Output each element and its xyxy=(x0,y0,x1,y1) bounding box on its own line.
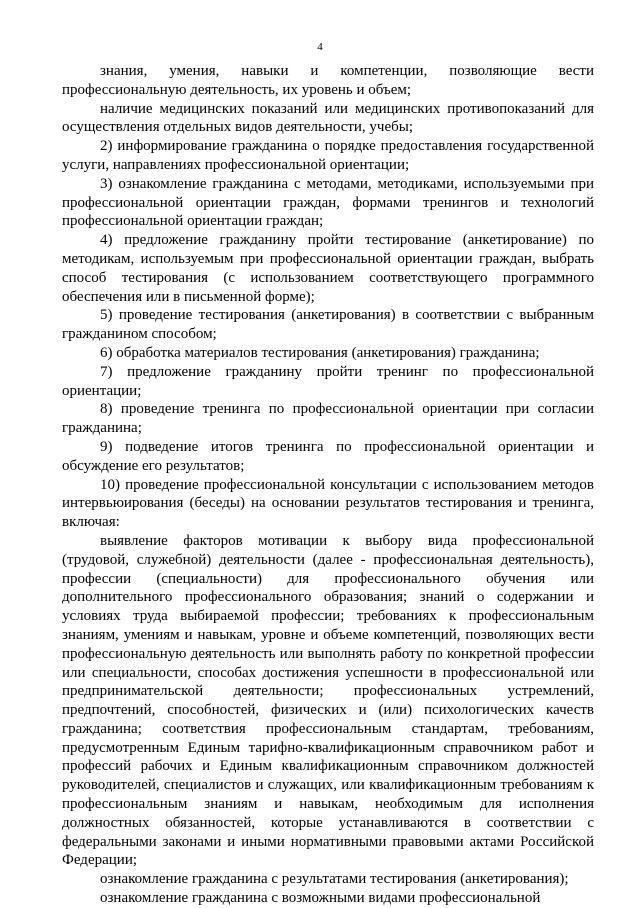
paragraph-item-9: 9) подведение итогов тренинга по профессиональной ориентации и обсуждение его результатов; xyxy=(62,438,594,474)
paragraph-item-6: 6) обработка материалов тестирования (анкетирования) гражданина; xyxy=(100,344,540,361)
paragraph-item-7: 7) предложение гражданину пройти тренинг по профессиональной ориентации; xyxy=(62,363,594,399)
paragraph-item-10: 10) проведение профессиональной консультации с использованием методов интервьюирования (беседы) на основании результатов тестирования и тренинга, включая: xyxy=(62,476,594,531)
paragraph-item-2: 2) информирование гражданина о порядке предоставления государственной услуги, направлениях профессиональной ориентации; xyxy=(62,138,594,173)
document-body xyxy=(62,62,594,908)
paragraph-item-4: 4) предложение гражданину пройти тестирование (анкетирование) по методикам, используемым при профессиональной ориентации граждан, выбрать способ тестирования (с использованием соответствующего программного обеспечения или в письменной форме); xyxy=(62,232,594,305)
paragraph-item-8: 8) проведение тренинга по профессиональной ориентации при согласии гражданина; xyxy=(62,401,594,437)
page-number: 4 xyxy=(317,41,323,53)
paragraph-testing-results: ознакомление гражданина с результатами тестирования (анкетирования); xyxy=(100,871,569,888)
paragraph-item-3: 3) ознакомление гражданина с методами, методиками, используемыми при профессиональной ориентации граждан, формами тренингов и технологий профессиональной ориентации граждан; xyxy=(62,175,594,230)
paragraph-possible-types: ознакомление гражданина с возможными видами профессиональной xyxy=(100,890,541,907)
paragraph-item-5: 5) проведение тестирования (анкетирования) в соответствии с выбранным гражданином способом; xyxy=(62,307,594,343)
paragraph-knowledge-skills: знания, умения, навыки и компетенции, позволяющие вести профессиональную деятельность, их уровень и объем; xyxy=(62,63,594,98)
paragraph-motivation-factors: выявление факторов мотивации к выбору вида профессиональной (трудовой, служебной) деятельности (далее - профессиональная деятельность), профессии (специальности) для профессионального обучения или дополнительного профессионального образования; знаний о содержании и условиях труда выбираемой профессии; требованиях к профессиональным знаниям, умениям и навыкам, уровне и объеме компетенций, позволяющих вести профессиональную деятельность или выполнять работу по конкретной профессии или специальности, способах достижения успешности в профессиональной или предпринимательской деятельности; профессиональных устремлений, предпочтений, способностей, физических и (или) психологических качеств гражданина; соответствия профессиональным стандартам, требованиям, предусмотренным Единым тарифно-квалификационным справочником работ и профессий рабочих и Единым квалификационным справочником должностей руководителей, специалистов и служащих, или квалификационным требованиям к профессиональным знаниям и навыкам, необходимым для исполнения должностных обязанностей, которые устанавливаются в соответствии с федеральными законами и иными нормативными правовыми актами Российской Федерации; xyxy=(62,532,594,869)
paragraph-medical-indications: наличие медицинских показаний или медицинских противопоказаний для осуществления отдельных видов деятельности, учебы; xyxy=(62,100,594,136)
